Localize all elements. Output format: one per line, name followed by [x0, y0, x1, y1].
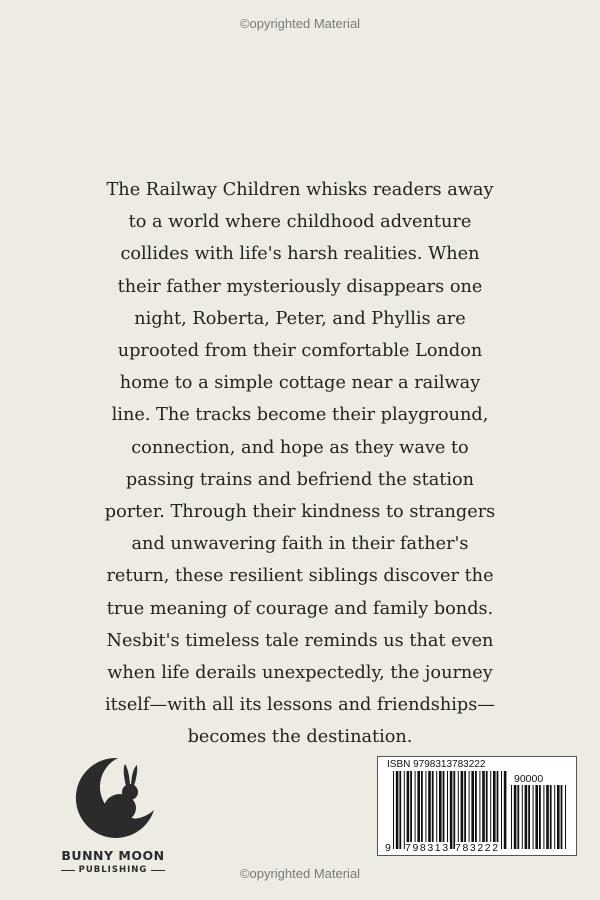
barcode-bar: [522, 785, 523, 849]
blurb-line: collides with life's harsh realities. When: [120, 244, 480, 265]
barcode-bar: [511, 785, 512, 849]
barcode-bar: [421, 771, 423, 849]
barcode-bar: [554, 785, 555, 849]
price-code: 90000: [514, 773, 544, 785]
barcode-bar: [407, 771, 410, 849]
barcode-bar: [447, 771, 448, 849]
publisher-name: BUNNY MOON: [61, 848, 165, 863]
blurb-line: home to a simple cottage near a railway: [119, 373, 481, 394]
barcode-bar: [535, 785, 538, 849]
blurb-line: porter. Through their kindness to strangers: [104, 502, 496, 523]
blurb-line: The Railway Children whisks readers away: [106, 180, 494, 200]
isbn-label: ISBN 9798313783222: [387, 759, 486, 770]
barcode-bar: [517, 785, 519, 849]
barcode-bar: [493, 771, 496, 849]
publisher-logo: [50, 752, 180, 882]
barcode-bar: [539, 785, 541, 849]
moon-rabbit-logo-icon: [68, 752, 160, 844]
blurb-line: becomes the destination.: [187, 727, 413, 748]
barcode-bar: [443, 771, 445, 849]
barcode-bar: [425, 771, 426, 849]
barcode-bar: [404, 771, 405, 849]
blurb-line: when life derails unexpectedly, the journey: [107, 663, 493, 684]
blurb-line: passing trains and befriend the station: [125, 469, 475, 490]
barcode-bar: [497, 771, 499, 849]
barcode-bar: [533, 785, 534, 849]
barcode-bar: [543, 785, 544, 849]
barcode-bar: [464, 771, 466, 849]
barcode-digits-right: 783222: [455, 842, 500, 854]
publisher-subtitle-text: PUBLISHING: [78, 865, 148, 875]
blurb-line: itself—with all its lessons and friendships—: [104, 695, 495, 716]
blurb-line: uprooted from their comfortable London: [117, 341, 483, 362]
barcode-bar: [471, 771, 474, 849]
barcode-bar: [461, 771, 464, 849]
barcode-bar: [399, 771, 401, 849]
barcode-bar: [557, 785, 560, 849]
barcode-bar: [482, 771, 485, 849]
barcode-bar: [453, 771, 455, 849]
barcode-bar: [501, 771, 502, 849]
barcode-bar: [410, 771, 412, 849]
barcode-bar: [479, 771, 480, 849]
barcode-digit-first: 9: [385, 842, 391, 854]
barcode-bars: [378, 757, 576, 855]
barcode-bar: [428, 771, 431, 849]
barcode-bar: [436, 771, 437, 849]
barcode-bar: [490, 771, 491, 849]
blurb-line: return, these resilient siblings discover the: [106, 566, 494, 587]
blurb-line: night, Roberta, Peter, and Phyllis are: [134, 308, 466, 329]
blurb-line: Nesbit's timeless tale reminds us that even: [106, 630, 494, 651]
barcode-bar: [550, 785, 552, 849]
barcode-bar: [525, 785, 528, 849]
barcode-bar: [561, 785, 563, 849]
back-cover-blurb: [80, 174, 520, 754]
barcode-bar: [450, 771, 453, 849]
barcode-bar: [469, 771, 470, 849]
barcode-bar: [546, 785, 549, 849]
blurb-line: connection, and hope as they wave to: [131, 437, 469, 458]
barcode-bar: [504, 771, 507, 849]
barcode-bar: [417, 771, 420, 849]
barcode-bar: [432, 771, 434, 849]
barcode-bar: [514, 785, 517, 849]
barcode-bar: [565, 785, 566, 849]
barcode-digits-left: 798313: [405, 842, 450, 854]
copyright-watermark-top: ©opyrighted Material: [239, 16, 361, 31]
barcode-bar: [393, 771, 394, 849]
barcode-bar: [439, 771, 442, 849]
blurb-line: line. The tracks become their playground,: [111, 405, 489, 426]
barcode-bar: [475, 771, 477, 849]
barcode-bar: [486, 771, 488, 849]
barcode-bar: [528, 785, 530, 849]
isbn-barcode: [377, 756, 577, 856]
blurb-line: to a world where childhood adventure: [128, 212, 472, 233]
blurb-line: and unwavering faith in their father's: [131, 534, 469, 555]
blurb-line: their father mysteriously disappears one: [117, 276, 483, 297]
barcode-bar: [415, 771, 416, 849]
barcode-bar: [458, 771, 459, 849]
copyright-watermark-bottom: ©opyrighted Material: [239, 866, 361, 881]
blurb-line: true meaning of courage and family bonds.: [106, 598, 494, 619]
barcode-bar: [396, 771, 399, 849]
